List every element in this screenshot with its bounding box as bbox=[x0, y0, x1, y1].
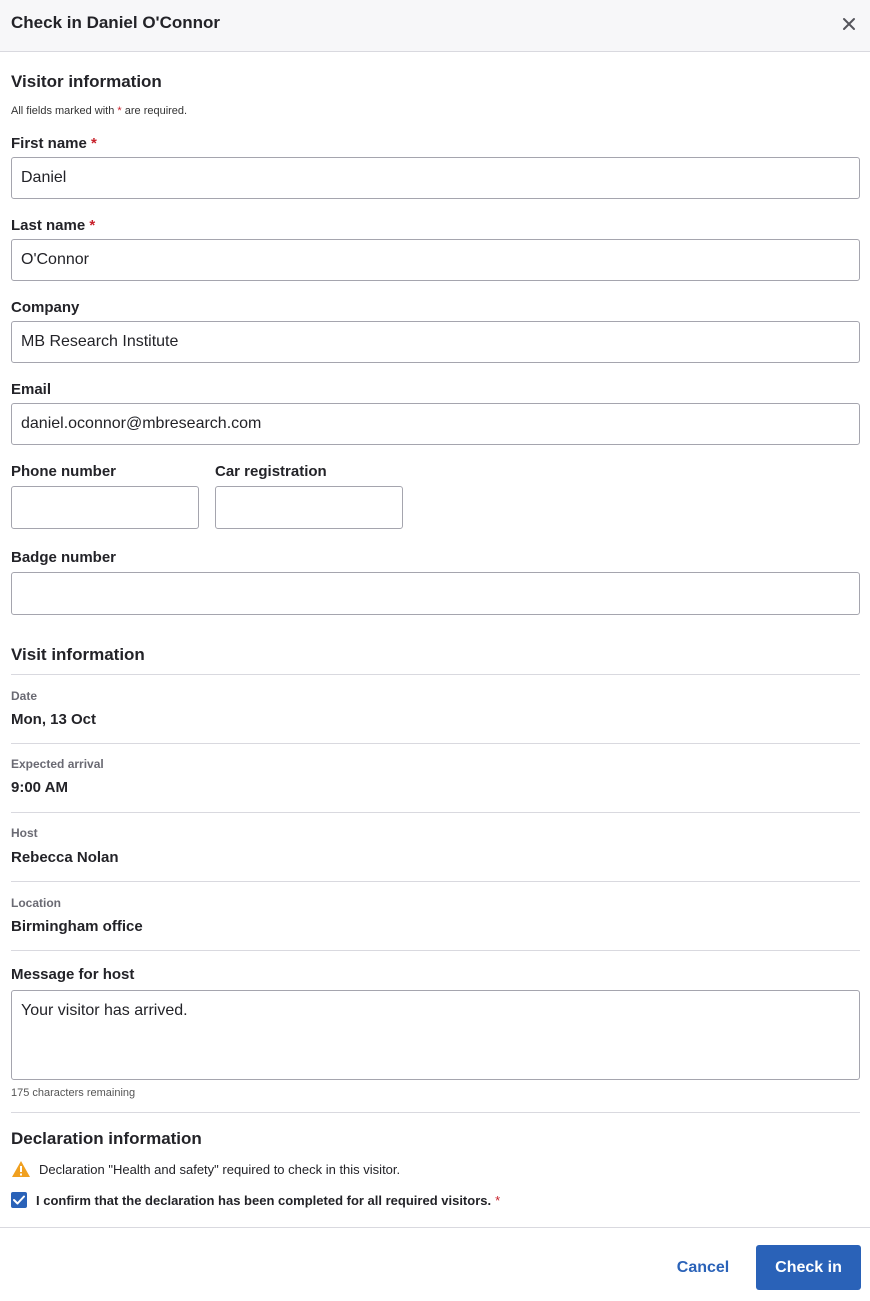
date-value: Mon, 13 Oct bbox=[11, 711, 97, 728]
first-name-label bbox=[11, 135, 97, 152]
check-in-button[interactable]: Check in bbox=[756, 1245, 861, 1290]
email-label: Email bbox=[11, 381, 52, 398]
phone-input[interactable] bbox=[11, 486, 199, 529]
last-name-label-text: Last name bbox=[11, 217, 86, 234]
location-value: Birmingham office bbox=[11, 918, 143, 935]
cancel-button[interactable]: Cancel bbox=[658, 1245, 748, 1290]
company-input[interactable] bbox=[11, 321, 860, 363]
required-star: * bbox=[91, 135, 97, 152]
email-input[interactable] bbox=[11, 403, 860, 445]
dialog-header bbox=[0, 0, 870, 52]
badge-input[interactable] bbox=[11, 572, 860, 615]
first-name-label-text: First name bbox=[11, 135, 87, 152]
footer-divider bbox=[0, 1227, 870, 1228]
confirm-text: I confirm that the declaration has been completed for all required visitors. bbox=[36, 1192, 492, 1208]
divider bbox=[11, 812, 860, 813]
required-note-suffix: are required. bbox=[124, 105, 188, 117]
location-label: Location bbox=[11, 896, 61, 910]
declaration-confirm bbox=[11, 1192, 500, 1208]
declaration-warning bbox=[11, 1160, 400, 1178]
host-label: Host bbox=[11, 826, 38, 840]
host-value: Rebecca Nolan bbox=[11, 849, 119, 866]
divider bbox=[11, 674, 860, 675]
message-textarea[interactable] bbox=[11, 990, 860, 1080]
required-note bbox=[11, 105, 187, 117]
required-star: * bbox=[117, 105, 122, 117]
confirm-checkbox[interactable] bbox=[11, 1192, 27, 1208]
date-label: Date bbox=[11, 689, 38, 703]
first-name-input[interactable] bbox=[11, 157, 860, 199]
warning-icon bbox=[11, 1160, 31, 1178]
badge-label: Badge number bbox=[11, 549, 117, 566]
last-name-label bbox=[11, 217, 95, 234]
close-icon[interactable] bbox=[834, 10, 864, 38]
message-label: Message for host bbox=[11, 966, 135, 983]
divider bbox=[11, 743, 860, 744]
visit-info-heading: Visit information bbox=[11, 645, 145, 664]
divider bbox=[11, 1112, 860, 1113]
required-star: * bbox=[495, 1192, 501, 1208]
last-name-input[interactable] bbox=[11, 239, 860, 281]
dialog-title: Check in Daniel O'Connor bbox=[11, 13, 221, 32]
company-label: Company bbox=[11, 299, 80, 316]
expected-arrival-value: 9:00 AM bbox=[11, 779, 68, 796]
expected-arrival-label: Expected arrival bbox=[11, 757, 104, 771]
divider bbox=[11, 950, 860, 951]
required-note-prefix: All fields marked with bbox=[11, 105, 115, 117]
divider bbox=[11, 881, 860, 882]
declaration-heading: Declaration information bbox=[11, 1129, 202, 1148]
car-registration-input[interactable] bbox=[215, 486, 403, 529]
required-star: * bbox=[89, 217, 96, 234]
visitor-info-heading: Visitor information bbox=[11, 72, 162, 91]
declaration-warning-text: Declaration "Health and safety" required to check in this visitor. bbox=[39, 1161, 401, 1177]
phone-label: Phone number bbox=[11, 463, 117, 480]
car-registration-label: Car registration bbox=[215, 463, 327, 480]
characters-remaining: 175 characters remaining bbox=[11, 1087, 136, 1099]
